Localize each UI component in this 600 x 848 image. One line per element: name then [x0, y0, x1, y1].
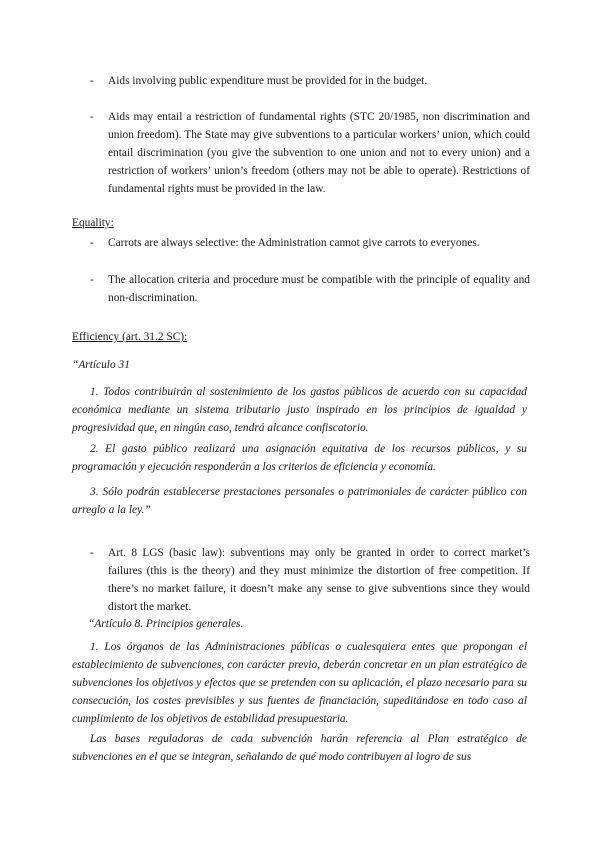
- article-31-paragraph-1: 1. Todos contribuirán al sostenimiento de los gastos públicos de acuerdo con su capacidad económica mediante un sistema tributario justo inspirado en los principios de igualdad y progresividad que, en ningún caso, tendrá alcance confiscatorio.: [72, 386, 527, 434]
- article-31-title: “Artículo 31: [72, 359, 130, 371]
- bullet-text: Art. 8 LGS (basic law): subventions may only be granted in order to correct market’s failures (this is the theory) and they must minimize the distortion of free competition. If there’s no market failure, it doesn’t make any sense to give subventions since they would distort the market.: [108, 547, 530, 613]
- bullet-fundamental-rights: [90, 108, 530, 198]
- bullet-text: Aids may entail a restriction of fundamental rights (STC 20/1985, non discrimination and union freedom). The State may give subventions to a particular workers’ union, which could entail discrimination (you give the subvention to one union and not to every union) and a restriction of workers’ union’s freedom (others may not be able to operate). Restrictions of fundamental rights must be provided in the law.: [108, 111, 530, 195]
- bullet-budget: [90, 72, 530, 90]
- bullet-dash: -: [90, 274, 94, 286]
- article-8-paragraph-2: Las bases reguladoras de cada subvención harán referencia al Plan estratégico de subvenciones en el que se integran, señalando de qué modo contribuyen al logro de sus: [72, 733, 527, 763]
- bullet-dash: -: [90, 75, 94, 87]
- bullet-dash: -: [90, 547, 94, 559]
- efficiency-heading: Efficiency (art. 31.2 SC):: [72, 331, 188, 343]
- bullet-text: Aids involving public expenditure must be provided for in the budget.: [108, 75, 428, 87]
- bullet-dash: -: [90, 237, 94, 249]
- article-8-title: “Artículo 8. Principios generales.: [88, 618, 244, 630]
- equality-heading: Equality:: [72, 217, 114, 229]
- article-8-paragraph-1: 1. Los órganos de las Administraciones públicas o cualesquiera entes que propongan el establecimiento de subvenciones, con carácter previo, deberán concretar en un plan estratégico de subvenciones los objetivos y efectos que se pretenden con su aplicación, el plazo necesario para su consecución, los costes previsibles y sus fuentes de financiación, supeditándose en todo caso al cumplimiento de los objetivos de estabilidad presupuestaria.: [72, 641, 527, 725]
- bullet-text: Carrots are always selective: the Administration cannot give carrots to everyones.: [108, 237, 480, 249]
- bullet-carrots: [90, 234, 530, 252]
- article-31-paragraph-3: 3. Sólo podrán establecerse prestaciones personales o patrimoniales de carácter público con arreglo a la ley.”: [72, 486, 527, 516]
- bullet-text: The allocation criteria and procedure must be compatible with the principle of equality and non-discrimination.: [108, 274, 530, 304]
- bullet-dash: -: [90, 111, 94, 123]
- bullet-art-8-lgs: [90, 544, 530, 616]
- bullet-allocation: [90, 271, 530, 307]
- article-31-paragraph-2: 2. El gasto público realizará una asignación equitativa de los recursos públicos, y su programación y ejecución responderán a los criterios de eficiencia y economía.: [72, 443, 527, 473]
